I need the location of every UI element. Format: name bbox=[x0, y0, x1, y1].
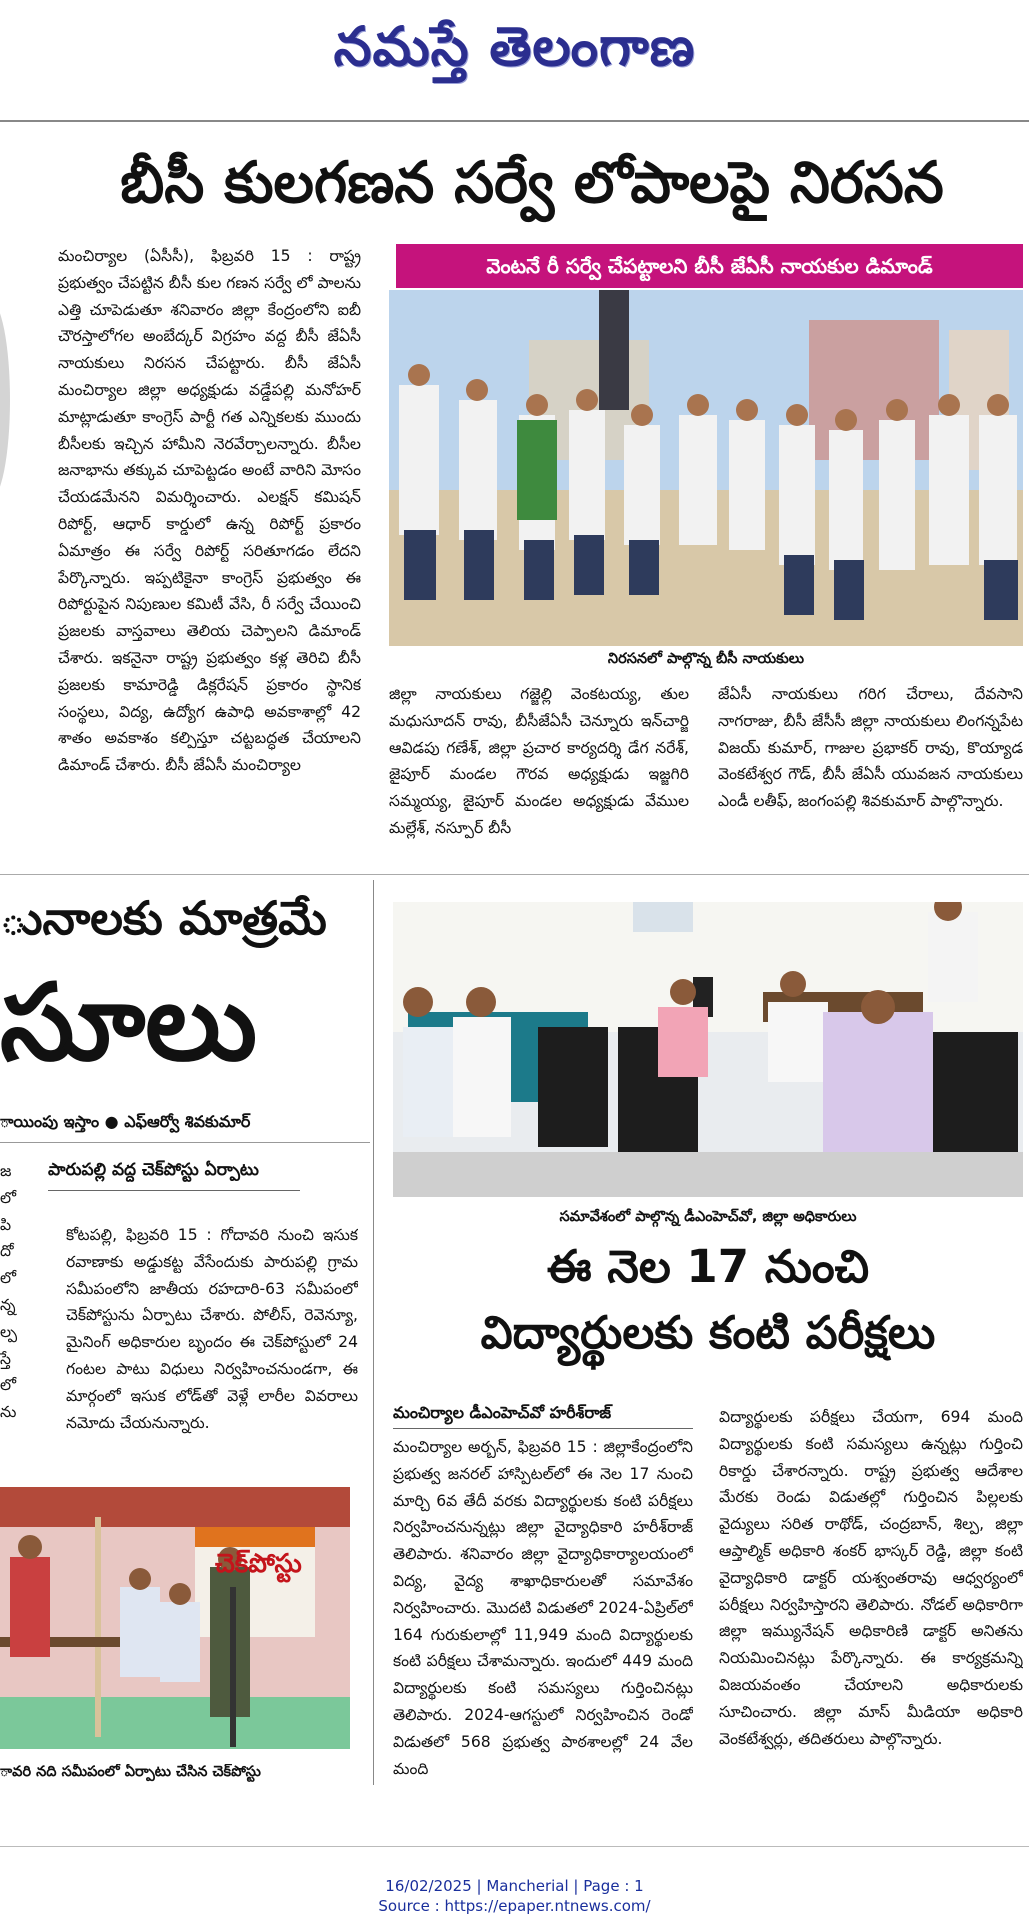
footer-date-line: 16/02/2025 | Mancherial | Page : 1 bbox=[385, 1877, 644, 1895]
article1-body-mid: జిల్లా నాయకులు గజ్జెల్లి వెంకటయ్య, తుల మధుసూదన్ రావు, బీసీజేఏసీ చెన్నూరు ఇన్‌చార్జి ఆవిడపు గణేశ్, జిల్లా ప్రచార కార్యదర్శి డేగ నరేశ్, జైపూర్ మండల గౌరవ అధ్యక్షుడు ఇజ్జగిరి సమ్మయ్య, జైపూర్ మండల అధ్యక్షుడు వేముల మల్లేశ్, నస్పూర్ బీసీ bbox=[389, 685, 689, 837]
article1-body-right: జేఏసీ నాయకులు గరిగ చేరాలు, దేవసాని నాగరాజు, బీసీ జేసీసీ జిల్లా నాయకులు లింగన్నపేట విజయ్ కుమార్, గాజుల ప్రభాకర్ రావు, కొయ్యాడ వెంకటేశ్వర గౌడ్, బీసీ జేఏసీ యువజన నాయకులు ఎండీ లతీఫ్, జంగంపల్లి శివకుమార్ పాల్గొన్నారు. bbox=[718, 685, 1023, 811]
article3-body-left: మంచిర్యాల అర్బన్, ఫిబ్రవరి 15 : జిల్లాకేంద్రంలోని ప్రభుత్వ జనరల్ హాస్పిటల్‌లో ఈ నెల 17 నుంచి మార్చి 6వ తేదీ వరకు విద్యార్థులకు కంటి పరీక్షలు నిర్వహించనున్నట్లు జిల్లా వైద్యాధికారి హరీశ్‌రాజ్ తెలిపారు. శనివారం జిల్లా వైద్యాధికార్యాలయంలో విద్య, వైద్య శాఖాధికారులతో సమావేశం నిర్వహించారు. మొదటి విడుతలో 2024-ఏప్రిల్‌లో 164 గురుకులాల్లో 11,949 మంది విద్యార్థులకు కంటి పరీక్షలు చేశామన్నారు. ఇందులో 449 మంది విద్యార్థులకు కంటి సమస్యలు గుర్తించినట్లు తెలిపారు. 2024-ఆగస్టులో నిర్వహించిన రెండో విడుతలో 568 ప్రభుత్వ పాఠశాలల్లో 24 వేల మంది bbox=[393, 1438, 693, 1778]
article1-divider bbox=[0, 874, 1029, 875]
edge-fragment: లో bbox=[0, 1188, 17, 1207]
article1-headline: బీసీ కులగణన సర్వే లోపాలపై నిరసన bbox=[120, 150, 944, 216]
edge-fragment: ల్ప bbox=[0, 1322, 18, 1341]
footer-source-link[interactable]: Source : https://epaper.ntnews.com/ bbox=[378, 1897, 651, 1915]
masthead-divider bbox=[0, 120, 1029, 122]
masthead-logo: నమస్తే తెలంగాణ bbox=[333, 14, 696, 78]
article2-byline-rule bbox=[0, 1142, 370, 1143]
article3-photo-caption: సమావేశంలో పాల్గొన్న డీఎంహెచ్‌వో, జిల్లా అధికారులు bbox=[559, 1209, 857, 1225]
article2-photo bbox=[0, 1487, 350, 1749]
article1-subhead: వెంటనే రీ సర్వే చేపట్టాలని బీసీ జేఏసీ నాయకుల డిమాండ్ bbox=[396, 244, 1023, 288]
checkpost-banner: చెక్‌పోస్టు bbox=[215, 1549, 302, 1579]
edge-fragment: లో bbox=[0, 1269, 17, 1288]
edge-fragment: దో bbox=[0, 1242, 14, 1261]
edge-fragment: న్న bbox=[0, 1295, 16, 1314]
edge-ornament bbox=[0, 300, 10, 500]
article1-body-left: మంచిర్యాల (ఏసీసీ), ఫిబ్రవరి 15 : రాష్ట్ర ప్రభుత్వం చేపట్టిన బీసీ కుల గణన సర్వే లో పాలను ఎత్తి చూపెడుతూ శనివారం జిల్లా కేంద్రంలోని ఐబీ చౌరస్తాలోగల అంబేద్కర్ విగ్రహం వద్ద బీసీ జేఏసీ నాయకులు నిరసన చేపట్టారు. బీసీ జేఏసీ మంచిర్యాల జిల్లా అధ్యక్షుడు వడ్డేపల్లి మనోహర్ మాట్లాడుతూ కాంగ్రెస్ పార్టీ గత ఎన్నికలకు ముందు బీసీలకు ఇచ్చిన హామీని నెరవేర్చాలన్నారు. బీసీల జనాభాను తక్కువ చూపెట్టడం అంటే వారిని మోసం చేయడమేనని విమర్శించారు. ఎలక్షన్ కమిషన్ రిపోర్ట్, ఆధార్ కార్డులో ఉన్న రిపోర్ట్ ప్రకారం ఏమాత్రం ఈ సర్వే రిపోర్ట్ సరితూగడం లేదని పేర్కొన్నారు. ఇప్పటికైనా కాంగ్రెస్ ప్రభుత్వం ఈ రిపోర్టుపైన నిపుణుల కమిటీ వేసి, రీ సర్వే చేయించి ప్రజలకు వాస్తవాలు తెలియ చెప్పాలని డిమాండ్ చేశారు. ఇకనైనా రాష్ట్ర ప్రభుత్వం కళ్ల తెరిచి బీసీ ప్రజలకు కామారెడ్డి డిక్లరేషన్ ప్రకారం స్థానిక సంస్థలు, విద్య, ఉద్యోగ ఉపాధి అవకాశాల్లో 42 శాతం అవకాశం కల్పిస్తూ చట్టబద్ధత చేయాలని డిమాండ్ చేశారు. బీసీ జేఏసీ మంచిర్యాల bbox=[58, 247, 361, 775]
edge-fragment: ను bbox=[0, 1403, 17, 1422]
article2-subhead-rule bbox=[48, 1190, 300, 1191]
edge-fragment: లో bbox=[0, 1376, 17, 1395]
article1-photo-caption: నిరసనలో పాల్గొన్న బీసీ నాయకులు bbox=[607, 651, 805, 667]
article1-photo bbox=[389, 290, 1023, 646]
article3-byline: మంచిర్యాల డీఎంహెచ్‌వో హరీశ్‌రాజ్ bbox=[393, 1403, 612, 1422]
edge-fragment: జ bbox=[0, 1162, 12, 1180]
footer-divider bbox=[0, 1846, 1029, 1847]
article2-photo-caption: ావరి నది సమీపంలో ఏర్పాటు చేసిన చెక్‌పోస్టు bbox=[0, 1764, 261, 1780]
article2-subhead: పారుపల్లి వద్ద చెక్‌పోస్టు ఏర్పాటు bbox=[48, 1160, 259, 1180]
edge-fragment: స్తే bbox=[0, 1349, 11, 1368]
article2-headline: ునాలకు మాత్రమే bbox=[0, 891, 327, 945]
article3-byline-rule bbox=[393, 1428, 693, 1429]
article2-big-headline: సూలు bbox=[0, 961, 258, 1084]
edge-fragment: పి bbox=[0, 1215, 12, 1234]
article3-headline-line1: ఈ నెల 17 నుంచి bbox=[546, 1240, 870, 1293]
article3-headline-line2: విద్యార్థులకు కంటి పరీక్షలు bbox=[480, 1306, 936, 1359]
article2-body: కోటపల్లి, ఫిబ్రవరి 15 : గోదావరి నుంచి ఇసుక రవాణాకు అడ్డుకట్ట వేసేందుకు పారుపల్లి గ్రామ సమీపంలోని జాతీయ రహదారి-63 సమీపంలో చెక్‌పోస్టును ఏర్పాటు చేశారు. పోలీస్, రెవెన్యూ, మైనింగ్ అధికారుల బృందం ఈ చెక్‌పోస్టులో 24 గంటల పాటు విధులు నిర్వహించనుండగా, ఈ మార్గంలో ఇసుక లోడ్‌తో వెళ్లే లారీల వివరాలు నమోదు చేయనున్నారు. bbox=[66, 1226, 358, 1432]
article2-byline: ాయింపు ఇస్తాం ● ఎఫ్ఆర్వో శివకుమార్ bbox=[0, 1112, 251, 1131]
masthead bbox=[0, 0, 1029, 118]
article2-edge-column bbox=[0, 1158, 30, 1426]
article3-body-right: విద్యార్థులకు పరీక్షలు చేయగా, 694 మంది విద్యార్థులకు కంటి సమస్యలు ఉన్నట్లు గుర్తించి రికార్డు చేశారన్నారు. రాష్ట్ర ప్రభుత్వ ఆదేశాల మేరకు రెండు విడుతల్లో గుర్తించిన పిల్లలకు వైద్యులు సరిత రాథోడ్, చంద్రబాన్, శిల్ప, జిల్లా ఆప్తాల్మిక్ అధికారి శంకర్ భాస్కర్ రెడ్డి, జిల్లా కంటి వైద్యాధికారి డాక్టర్ యశ్వంతరావు ఆధ్వర్యంలో పరీక్షలు నిర్వహిస్తారని తెలిపారు. నోడల్ అధికారిగా జిల్లా ఇమ్యునేషన్ అధికారిణి డాక్టర్ అనితను నియమించినట్లు పేర్కొన్నారు. ఈ కార్యక్రమన్ని విజయవంతం చేయాలని అధికారులకు సూచించారు. జిల్లా మాస్ మీడియా అధికారి వెంకటేశ్వర్లు, తదితరులు పాల్గొన్నారు. bbox=[719, 1408, 1023, 1748]
article3-photo bbox=[393, 902, 1023, 1197]
column-separator bbox=[373, 880, 374, 1785]
